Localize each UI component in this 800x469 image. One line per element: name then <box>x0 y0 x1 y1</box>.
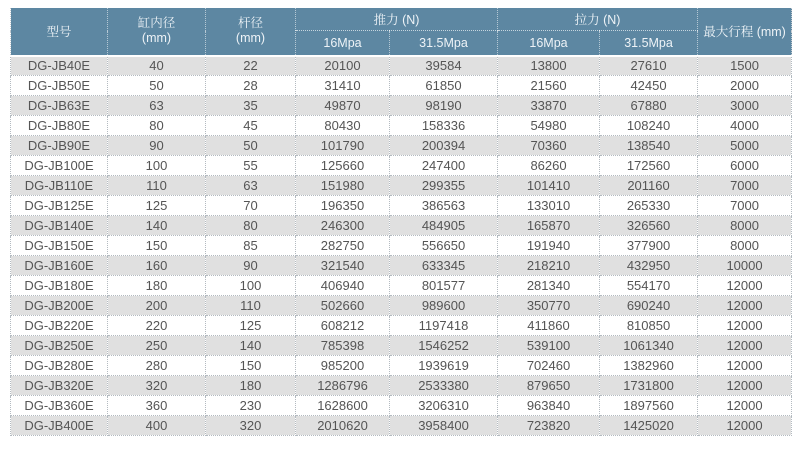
header-group-row <box>11 8 792 31</box>
value-cell: 125660 <box>296 156 390 176</box>
value-cell: 411860 <box>498 316 600 336</box>
value-cell: 3958400 <box>390 416 498 436</box>
table-row <box>11 96 792 116</box>
value-cell: 539100 <box>498 336 600 356</box>
table-header <box>11 8 792 56</box>
value-cell: 98190 <box>390 96 498 116</box>
value-cell: 3000 <box>698 96 792 116</box>
value-cell: 150 <box>108 236 206 256</box>
value-cell: 90 <box>206 256 296 276</box>
value-cell: 50 <box>206 136 296 156</box>
header-rod-label: 杆径 <box>237 15 263 30</box>
model-cell: DG-JB140E <box>11 216 108 236</box>
value-cell: 2533380 <box>390 376 498 396</box>
value-cell: 484905 <box>390 216 498 236</box>
value-cell: 55 <box>206 156 296 176</box>
value-cell: 101410 <box>498 176 600 196</box>
value-cell: 1382960 <box>600 356 698 376</box>
value-cell: 7000 <box>698 196 792 216</box>
model-cell: DG-JB125E <box>11 196 108 216</box>
value-cell: 785398 <box>296 336 390 356</box>
model-cell: DG-JB180E <box>11 276 108 296</box>
table-row <box>11 416 792 436</box>
value-cell: 172560 <box>600 156 698 176</box>
spec-table <box>10 8 792 436</box>
value-cell: 61850 <box>390 76 498 96</box>
value-cell: 12000 <box>698 356 792 376</box>
value-cell: 63 <box>108 96 206 116</box>
value-cell: 110 <box>206 296 296 316</box>
table-row <box>11 156 792 176</box>
value-cell: 49870 <box>296 96 390 116</box>
value-cell: 3206310 <box>390 396 498 416</box>
value-cell: 28 <box>206 76 296 96</box>
value-cell: 12000 <box>698 276 792 296</box>
model-cell: DG-JB80E <box>11 116 108 136</box>
value-cell: 218210 <box>498 256 600 276</box>
value-cell: 282750 <box>296 236 390 256</box>
value-cell: 320 <box>108 376 206 396</box>
value-cell: 265330 <box>600 196 698 216</box>
value-cell: 810850 <box>600 316 698 336</box>
value-cell: 377900 <box>600 236 698 256</box>
value-cell: 608212 <box>296 316 390 336</box>
value-cell: 1286796 <box>296 376 390 396</box>
value-cell: 8000 <box>698 216 792 236</box>
model-cell: DG-JB320E <box>11 376 108 396</box>
model-cell: DG-JB360E <box>11 396 108 416</box>
value-cell: 33870 <box>498 96 600 116</box>
value-cell: 100 <box>108 156 206 176</box>
value-cell: 125 <box>108 196 206 216</box>
table-row <box>11 216 792 236</box>
table-row <box>11 276 792 296</box>
value-cell: 4000 <box>698 116 792 136</box>
value-cell: 7000 <box>698 176 792 196</box>
value-cell: 63 <box>206 176 296 196</box>
value-cell: 386563 <box>390 196 498 216</box>
value-cell: 67880 <box>600 96 698 116</box>
table-row <box>11 116 792 136</box>
value-cell: 12000 <box>698 376 792 396</box>
model-cell: DG-JB200E <box>11 296 108 316</box>
value-cell: 1546252 <box>390 336 498 356</box>
header-thrust-16mpa: 16Mpa <box>296 31 390 56</box>
model-cell: DG-JB400E <box>11 416 108 436</box>
header-pull-16mpa: 16Mpa <box>498 31 600 56</box>
value-cell: 201160 <box>600 176 698 196</box>
model-cell: DG-JB40E <box>11 56 108 76</box>
value-cell: 191940 <box>498 236 600 256</box>
table-row <box>11 196 792 216</box>
value-cell: 12000 <box>698 336 792 356</box>
value-cell: 70360 <box>498 136 600 156</box>
value-cell: 70 <box>206 196 296 216</box>
model-cell: DG-JB280E <box>11 356 108 376</box>
value-cell: 879650 <box>498 376 600 396</box>
value-cell: 1897560 <box>600 396 698 416</box>
value-cell: 326560 <box>600 216 698 236</box>
value-cell: 1061340 <box>600 336 698 356</box>
value-cell: 35 <box>206 96 296 116</box>
value-cell: 150 <box>206 356 296 376</box>
model-cell: DG-JB110E <box>11 176 108 196</box>
value-cell: 12000 <box>698 396 792 416</box>
header-bore <box>108 8 206 56</box>
value-cell: 554170 <box>600 276 698 296</box>
value-cell: 10000 <box>698 256 792 276</box>
value-cell: 299355 <box>390 176 498 196</box>
value-cell: 220 <box>108 316 206 336</box>
value-cell: 350770 <box>498 296 600 316</box>
table-row <box>11 76 792 96</box>
value-cell: 963840 <box>498 396 600 416</box>
value-cell: 360 <box>108 396 206 416</box>
header-rod <box>206 8 296 56</box>
value-cell: 160 <box>108 256 206 276</box>
header-thrust-group: 推力 (N) <box>296 8 498 31</box>
value-cell: 22 <box>206 56 296 76</box>
table-body <box>11 56 792 436</box>
value-cell: 13800 <box>498 56 600 76</box>
value-cell: 1197418 <box>390 316 498 336</box>
value-cell: 230 <box>206 396 296 416</box>
value-cell: 1425020 <box>600 416 698 436</box>
value-cell: 180 <box>206 376 296 396</box>
value-cell: 54980 <box>498 116 600 136</box>
value-cell: 1628600 <box>296 396 390 416</box>
value-cell: 690240 <box>600 296 698 316</box>
value-cell: 110 <box>108 176 206 196</box>
value-cell: 1939619 <box>390 356 498 376</box>
model-cell: DG-JB90E <box>11 136 108 156</box>
table-row <box>11 376 792 396</box>
value-cell: 2010620 <box>296 416 390 436</box>
value-cell: 801577 <box>390 276 498 296</box>
spec-table-container <box>10 8 791 436</box>
value-cell: 406940 <box>296 276 390 296</box>
value-cell: 138540 <box>600 136 698 156</box>
value-cell: 196350 <box>296 196 390 216</box>
value-cell: 432950 <box>600 256 698 276</box>
value-cell: 12000 <box>698 416 792 436</box>
value-cell: 200 <box>108 296 206 316</box>
value-cell: 281340 <box>498 276 600 296</box>
value-cell: 1500 <box>698 56 792 76</box>
value-cell: 12000 <box>698 296 792 316</box>
value-cell: 27610 <box>600 56 698 76</box>
value-cell: 1731800 <box>600 376 698 396</box>
value-cell: 80 <box>206 216 296 236</box>
table-row <box>11 256 792 276</box>
value-cell: 250 <box>108 336 206 356</box>
value-cell: 280 <box>108 356 206 376</box>
value-cell: 400 <box>108 416 206 436</box>
value-cell: 80430 <box>296 116 390 136</box>
table-row <box>11 176 792 196</box>
header-max-stroke: 最大行程 (mm) <box>698 8 792 56</box>
value-cell: 80 <box>108 116 206 136</box>
value-cell: 985200 <box>296 356 390 376</box>
header-pull-group: 拉力 (N) <box>498 8 698 31</box>
value-cell: 5000 <box>698 136 792 156</box>
value-cell: 556650 <box>390 236 498 256</box>
value-cell: 702460 <box>498 356 600 376</box>
value-cell: 158336 <box>390 116 498 136</box>
model-cell: DG-JB220E <box>11 316 108 336</box>
value-cell: 125 <box>206 316 296 336</box>
header-bore-label: 缸内径 <box>137 15 176 30</box>
value-cell: 723820 <box>498 416 600 436</box>
value-cell: 39584 <box>390 56 498 76</box>
value-cell: 50 <box>108 76 206 96</box>
table-row <box>11 336 792 356</box>
value-cell: 108240 <box>600 116 698 136</box>
value-cell: 6000 <box>698 156 792 176</box>
model-cell: DG-JB100E <box>11 156 108 176</box>
value-cell: 133010 <box>498 196 600 216</box>
model-cell: DG-JB63E <box>11 96 108 116</box>
value-cell: 200394 <box>390 136 498 156</box>
value-cell: 8000 <box>698 236 792 256</box>
value-cell: 2000 <box>698 76 792 96</box>
value-cell: 180 <box>108 276 206 296</box>
header-pull-31-5mpa: 31.5Mpa <box>600 31 698 56</box>
value-cell: 321540 <box>296 256 390 276</box>
value-cell: 140 <box>108 216 206 236</box>
value-cell: 20100 <box>296 56 390 76</box>
table-row <box>11 136 792 156</box>
value-cell: 989600 <box>390 296 498 316</box>
header-rod-unit: (mm) <box>235 31 266 46</box>
value-cell: 85 <box>206 236 296 256</box>
value-cell: 247400 <box>390 156 498 176</box>
value-cell: 42450 <box>600 76 698 96</box>
value-cell: 86260 <box>498 156 600 176</box>
header-thrust-31-5mpa: 31.5Mpa <box>390 31 498 56</box>
value-cell: 140 <box>206 336 296 356</box>
value-cell: 633345 <box>390 256 498 276</box>
header-bore-unit: (mm) <box>141 31 172 46</box>
value-cell: 12000 <box>698 316 792 336</box>
table-row <box>11 356 792 376</box>
value-cell: 165870 <box>498 216 600 236</box>
model-cell: DG-JB160E <box>11 256 108 276</box>
model-cell: DG-JB150E <box>11 236 108 256</box>
value-cell: 151980 <box>296 176 390 196</box>
header-model: 型号 <box>11 8 108 56</box>
value-cell: 100 <box>206 276 296 296</box>
value-cell: 320 <box>206 416 296 436</box>
value-cell: 31410 <box>296 76 390 96</box>
value-cell: 502660 <box>296 296 390 316</box>
model-cell: DG-JB250E <box>11 336 108 356</box>
value-cell: 101790 <box>296 136 390 156</box>
value-cell: 246300 <box>296 216 390 236</box>
table-row <box>11 296 792 316</box>
value-cell: 40 <box>108 56 206 76</box>
table-row <box>11 396 792 416</box>
table-row <box>11 316 792 336</box>
value-cell: 21560 <box>498 76 600 96</box>
value-cell: 45 <box>206 116 296 136</box>
model-cell: DG-JB50E <box>11 76 108 96</box>
table-row <box>11 56 792 76</box>
value-cell: 90 <box>108 136 206 156</box>
table-row <box>11 236 792 256</box>
